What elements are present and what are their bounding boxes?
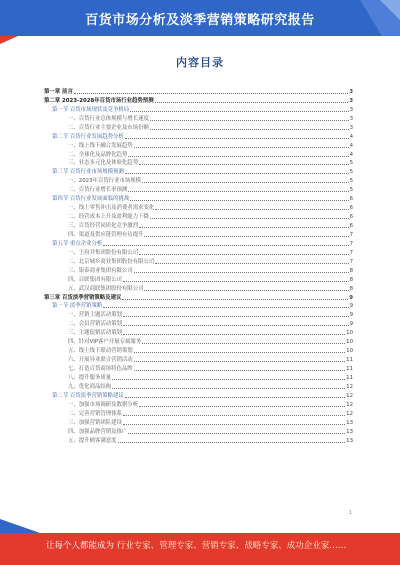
header-decoration xyxy=(330,0,400,36)
toc-entry-page: 7 xyxy=(349,258,353,265)
toc-entry-text: 七、打造百货商场特色品牌 xyxy=(68,366,133,372)
toc-entry-page: 6 xyxy=(349,205,353,212)
footer-decoration xyxy=(0,519,120,533)
toc-entry-text: 第四节 百货行业发展面临的挑战 xyxy=(52,196,130,203)
toc-entry[interactable] xyxy=(44,417,353,426)
toc-entry-text: 第二节 百货行业发展趋势分析 xyxy=(52,133,124,140)
toc-entry-text: 三、加强营销团队建设 xyxy=(68,419,122,426)
toc-entry-text: 第一章 前言 xyxy=(44,88,73,95)
toc-entry-page: 4 xyxy=(349,133,353,140)
toc-leader-dots xyxy=(150,129,349,130)
toc-entry-text: 五、提升顾客满意度 xyxy=(68,437,117,444)
toc-entry-page: 5 xyxy=(349,187,353,194)
toc-entry-page: 7 xyxy=(349,231,353,238)
report-title: 百货市场分析及淡季营销策略研究报告 xyxy=(85,12,315,28)
toc-entry-page: 6 xyxy=(349,223,353,229)
toc-entry-page: 12 xyxy=(346,392,353,399)
toc-entry[interactable] xyxy=(44,95,353,104)
toc-entry[interactable] xyxy=(44,336,353,345)
toc-entry[interactable] xyxy=(44,122,353,131)
toc-entry-text: 二、百货行业增长率预测 xyxy=(68,187,128,194)
toc-leader-dots xyxy=(125,173,349,174)
toc-entry-text: 第二章 2023-2028年百货市场行业趋势预测 xyxy=(44,97,154,104)
toc-entry-page: 8 xyxy=(349,285,353,292)
toc-leader-dots xyxy=(74,93,348,94)
toc-leader-dots xyxy=(134,147,349,148)
toc-entry[interactable] xyxy=(44,211,353,220)
toc-entry-page: 12 xyxy=(346,401,353,408)
toc-entry[interactable] xyxy=(44,399,353,408)
toc-leader-dots xyxy=(125,397,345,398)
toc-entry-page: 8 xyxy=(349,267,353,274)
toc-leader-dots xyxy=(150,218,349,219)
toc-entry-text: 第一节 百货市场现状及竞争格局 xyxy=(52,106,130,113)
toc-entry-text: 四、针对VIP客户开展专属服务 xyxy=(68,339,142,346)
toc-entry-page: 13 xyxy=(346,437,353,444)
page-number: 1 xyxy=(348,510,352,516)
toc-entry[interactable] xyxy=(44,345,353,354)
toc-entry[interactable] xyxy=(44,202,353,211)
toc-entry[interactable] xyxy=(44,372,353,381)
toc-entry[interactable] xyxy=(44,265,353,274)
toc-leader-dots xyxy=(144,236,348,237)
toc-entry[interactable] xyxy=(44,220,353,229)
toc-entry[interactable] xyxy=(44,184,353,193)
toc-entry-page: 7 xyxy=(349,249,353,256)
toc-entry[interactable] xyxy=(44,426,353,435)
toc-entry-page: 6 xyxy=(349,214,353,221)
toc-leader-dots xyxy=(125,138,349,139)
toc-entry[interactable] xyxy=(44,256,353,265)
toc-leader-dots xyxy=(142,182,349,183)
toc-leader-dots xyxy=(103,307,348,308)
toc-entry-page: 12 xyxy=(346,410,353,417)
toc-entry-text: 一、线上零售冲击及消费者需求变化 xyxy=(68,205,155,212)
toc-leader-dots xyxy=(123,281,349,282)
toc-leader-dots xyxy=(130,111,348,112)
toc-leader-dots xyxy=(118,442,346,443)
toc-entry-page: 11 xyxy=(346,357,353,364)
toc-leader-dots xyxy=(134,370,345,371)
toc-leader-dots xyxy=(144,290,348,291)
toc-entry-text: 八、提升服务质量 xyxy=(68,374,112,381)
toc-entry[interactable] xyxy=(44,318,353,327)
toc-entry-text: 二、北京城乡商业集团股份有限公司 xyxy=(68,258,155,265)
toc-entry-page: 5 xyxy=(349,169,353,176)
toc-leader-dots xyxy=(123,325,349,326)
toc-entry-page: 3 xyxy=(349,124,353,131)
toc-entry-text: 一、王府井集团股份有限公司 xyxy=(68,249,139,256)
toc-leader-dots xyxy=(134,272,349,273)
table-of-contents xyxy=(44,86,353,444)
footer-sub: 行业专家、管理专家、营销专家、战略专家、成功企业家…… xyxy=(116,541,347,551)
toc-entry[interactable] xyxy=(44,309,353,318)
toc-entry-page: 3 xyxy=(349,97,353,104)
toc-leader-dots xyxy=(139,227,348,228)
toc-entry-text: 一、2023年百货行业市场规模 xyxy=(68,178,142,185)
toc-entry-text: 三、主题促销活动策划 xyxy=(68,330,122,337)
toc-entry[interactable] xyxy=(44,229,353,238)
toc-entry-page: 3 xyxy=(349,88,353,95)
toc-entry[interactable] xyxy=(44,166,353,175)
toc-entry[interactable] xyxy=(44,175,353,184)
toc-entry-text: 五、武汉商联集团股份有限公司 xyxy=(68,285,144,292)
toc-entry[interactable] xyxy=(44,381,353,390)
toc-entry[interactable] xyxy=(44,193,353,202)
toc-entry-page: 7 xyxy=(349,240,353,247)
toc-entry[interactable] xyxy=(44,301,353,310)
toc-entry[interactable] xyxy=(44,274,353,283)
toc-entry-page: 10 xyxy=(346,330,353,337)
toc-leader-dots xyxy=(128,156,348,157)
toc-entry-page: 6 xyxy=(349,196,353,203)
toc-entry-page: 5 xyxy=(349,160,353,167)
toc-entry-page: 4 xyxy=(349,142,353,149)
toc-entry-text: 五、线上线下联动营销策划 xyxy=(68,348,133,355)
toc-leader-dots xyxy=(155,102,349,103)
toc-entry-page: 10 xyxy=(346,339,353,346)
toc-entry[interactable] xyxy=(44,158,353,167)
toc-leader-dots xyxy=(150,120,349,121)
toc-entry-text: 二、百货行业主要企业及市场份额 xyxy=(68,124,149,131)
toc-entry-page: 12 xyxy=(346,383,353,390)
toc-entry-text: 第二节 百货淡季营销策略建议 xyxy=(52,392,124,399)
toc-entry-text: 二、经营成本上升及盈利能力下降 xyxy=(68,214,149,221)
toc-leader-dots xyxy=(134,361,345,362)
toc-entry-page: 3 xyxy=(349,106,353,113)
toc-leader-dots xyxy=(139,406,345,407)
toc-entry-text: 第一节 淡季营销策略 xyxy=(52,303,103,310)
footer-lead: 让每个人都能成为 xyxy=(46,541,115,551)
toc-entry-page: 13 xyxy=(346,428,353,435)
toc-leader-dots xyxy=(123,334,345,335)
toc-entry-text: 九、优化商品结构 xyxy=(68,383,112,390)
toc-entry[interactable] xyxy=(44,363,353,372)
toc-leader-dots xyxy=(123,316,349,317)
document-header xyxy=(0,0,400,36)
toc-entry[interactable] xyxy=(44,131,353,140)
toc-entry[interactable] xyxy=(44,140,353,149)
toc-entry-text: 一、加强市场调研及数据分析 xyxy=(68,401,139,408)
toc-leader-dots xyxy=(139,164,348,165)
toc-leader-dots xyxy=(103,245,348,246)
toc-entry[interactable] xyxy=(44,283,353,292)
toc-entry-text: 一、营销主题活动策划 xyxy=(68,312,122,319)
toc-entry[interactable] xyxy=(44,104,353,113)
toc-leader-dots xyxy=(128,433,345,434)
toc-leader-dots xyxy=(134,352,345,353)
toc-entry[interactable] xyxy=(44,408,353,417)
toc-entry-page: 9 xyxy=(349,303,353,310)
toc-entry[interactable] xyxy=(44,247,353,256)
toc-entry-text: 四、百联集团有限公司 xyxy=(68,276,122,283)
toc-leader-dots xyxy=(112,379,345,380)
toc-entry-text: 第三章 百货淡季营销策略及建议 xyxy=(44,294,122,301)
toc-leader-dots xyxy=(142,343,345,344)
toc-entry-page: 11 xyxy=(346,374,353,381)
toc-entry-text: 二、全球化及品牌化趋势 xyxy=(68,151,128,158)
toc-entry-text: 六、开展异业联合营销活动 xyxy=(68,357,133,364)
toc-entry[interactable] xyxy=(44,435,353,444)
header-accent xyxy=(0,36,18,44)
toc-entry[interactable] xyxy=(44,86,353,95)
toc-leader-dots xyxy=(123,424,345,425)
toc-leader-dots xyxy=(139,254,348,255)
toc-entry-page: 9 xyxy=(349,321,353,328)
toc-leader-dots xyxy=(122,299,348,300)
toc-entry-page: 9 xyxy=(349,312,353,319)
toc-entry-text: 二、会员营销活动策划 xyxy=(68,321,122,328)
toc-entry[interactable] xyxy=(44,327,353,336)
toc-leader-dots xyxy=(123,415,345,416)
toc-entry-text: 二、完善营销管理体系 xyxy=(68,410,122,417)
toc-entry-text: 一、百货行业总体规模与增长速度 xyxy=(68,115,149,122)
toc-entry-text: 四、加强品牌营销及推广 xyxy=(68,428,128,435)
toc-entry-page: 9 xyxy=(349,294,353,301)
toc-leader-dots xyxy=(155,209,348,210)
toc-entry-page: 10 xyxy=(346,348,353,355)
toc-entry-text: 三、百货经营同质化竞争激烈 xyxy=(68,223,139,229)
toc-entry-text: 四、渠道及供应链管理有待提升 xyxy=(68,231,144,238)
toc-entry-text: 一、线上线下融合发展趋势 xyxy=(68,142,133,149)
toc-title: 内容目录 xyxy=(176,56,224,69)
toc-leader-dots xyxy=(112,388,345,389)
toc-entry[interactable] xyxy=(44,354,353,363)
toc-entry-page: 13 xyxy=(346,419,353,426)
toc-entry[interactable] xyxy=(44,149,353,158)
toc-entry-text: 第三节 百货行业市场规模预测 xyxy=(52,169,124,176)
toc-entry-text: 第五节 重点企业分析 xyxy=(52,240,103,247)
toc-entry-text: 三、业态多元化及体验化趋势 xyxy=(68,160,139,167)
toc-leader-dots xyxy=(155,263,348,264)
toc-entry-page: 11 xyxy=(346,366,353,372)
toc-entry[interactable] xyxy=(44,113,353,122)
toc-leader-dots xyxy=(128,191,348,192)
toc-entry-text: 三、银泰商业集团有限公司 xyxy=(68,267,133,274)
toc-entry-page: 8 xyxy=(349,276,353,283)
toc-leader-dots xyxy=(130,200,348,201)
toc-entry[interactable] xyxy=(44,238,353,247)
toc-entry[interactable] xyxy=(44,390,353,399)
toc-entry-page: 5 xyxy=(349,178,353,185)
footer-slogan xyxy=(46,539,346,551)
toc-entry-page: 4 xyxy=(349,151,353,158)
toc-entry-page: 3 xyxy=(349,115,353,122)
toc-entry[interactable] xyxy=(44,292,353,301)
